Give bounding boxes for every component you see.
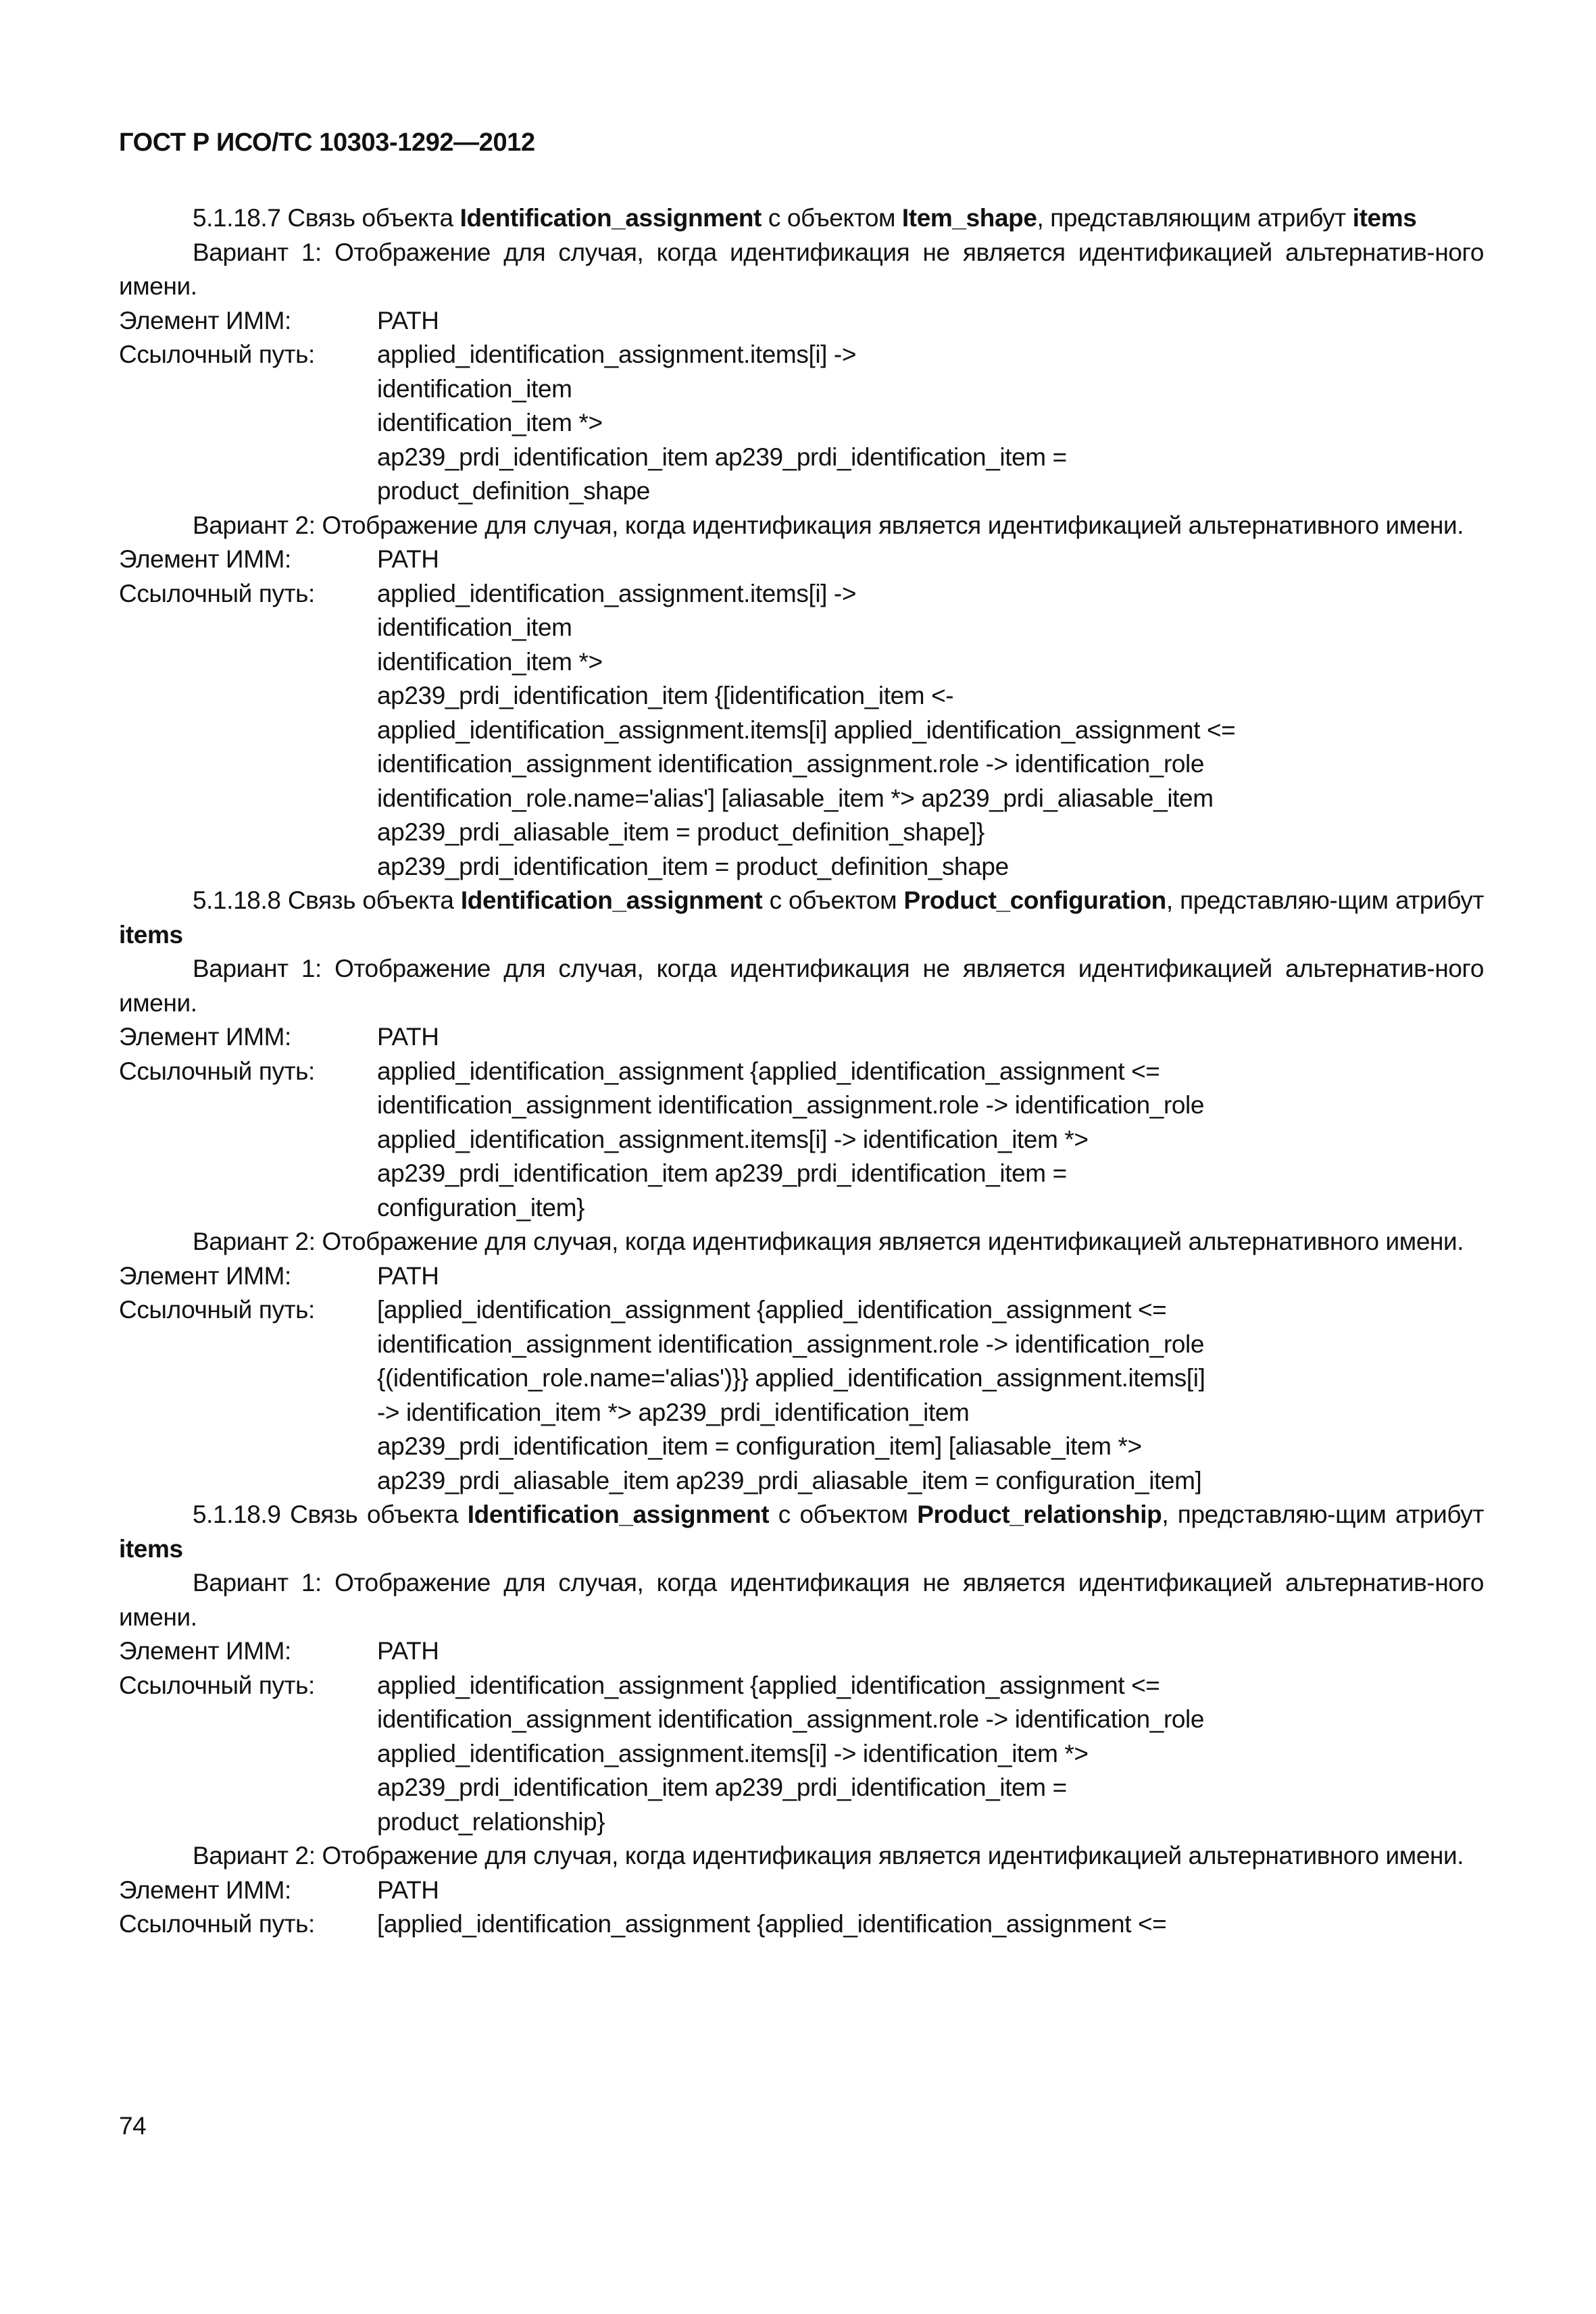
reference-path-line: product_definition_shape: [377, 477, 650, 505]
reference-path-value: [377, 1055, 1484, 1226]
attribute-name: items: [119, 1534, 183, 1563]
heading-text: , представляющим атрибут: [1037, 204, 1353, 232]
reference-path-value: [377, 1293, 1484, 1498]
reference-path-row: [119, 1907, 1484, 1942]
section-number: 5.1.18.7 Связь объекта: [193, 204, 460, 232]
reference-path-line: applied_identification_assignment {applied_identification_assignment <=: [377, 1671, 1160, 1699]
reference-path-line: ap239_prdi_aliasable_item = product_definition_shape]}: [377, 818, 984, 846]
entity-name: Identification_assignment: [467, 1501, 770, 1528]
reference-path-line: ap239_prdi_identification_item = product_definition_shape: [377, 852, 1009, 880]
element-row: [119, 304, 1484, 338]
reference-path-line: applied_identification_assignment.items[i] applied_identification_assignment <=: [377, 715, 1236, 744]
reference-path-label: Ссылочный путь:: [119, 1910, 315, 1938]
element-row: [119, 543, 1484, 577]
element-row: [119, 1634, 1484, 1669]
element-label: Элемент ИММ:: [119, 1023, 291, 1051]
reference-path-value: [377, 338, 1484, 509]
element-label: Элемент ИММ:: [119, 306, 291, 334]
variant-heading: Вариант 1: Отображение для случая, когда идентификация не является идентификацией альтернатив-ного имени.: [119, 955, 1484, 1017]
variant-heading: Вариант 1: Отображение для случая, когда идентификация не является идентификацией альтернатив-ного имени.: [119, 1569, 1484, 1631]
reference-path-line: -> identification_item *> ap239_prdi_identification_item: [377, 1398, 970, 1426]
entity-name: Identification_assignment: [460, 886, 763, 914]
element-value: PATH: [377, 545, 439, 573]
reference-path-value: [377, 1907, 1484, 1942]
reference-path-label: Ссылочный путь:: [119, 1296, 315, 1324]
element-value: PATH: [377, 1876, 439, 1904]
reference-path-line: applied_identification_assignment.items[i] ->: [377, 579, 857, 607]
element-value: PATH: [377, 1261, 439, 1290]
section-number: 5.1.18.9 Связь объекта: [193, 1501, 468, 1528]
section-number: 5.1.18.8 Связь объекта: [193, 886, 461, 914]
reference-path-line: identification_assignment identification_assignment.role -> identification_role: [377, 1091, 1205, 1119]
variant-heading: Вариант 2: Отображение для случая, когда идентификация является идентификацией альтернативного имени.: [193, 1228, 1464, 1255]
reference-path-row: [119, 338, 1484, 509]
heading-text: , представляю-щим атрибут: [1162, 1501, 1485, 1528]
reference-path-line: product_relationship}: [377, 1807, 605, 1836]
reference-path-value: [377, 577, 1484, 884]
element-value: PATH: [377, 306, 439, 334]
reference-path-line: identification_item *>: [377, 647, 603, 676]
section-heading: [119, 1498, 1484, 1566]
reference-path-row: [119, 1055, 1484, 1226]
reference-path-line: applied_identification_assignment.items[i] ->: [377, 341, 857, 368]
reference-path-line: applied_identification_assignment.items[i] -> identification_item *>: [377, 1125, 1089, 1153]
target-entity-name: Item_shape: [901, 204, 1037, 232]
element-row: [119, 1020, 1484, 1055]
page-number: 74: [119, 2112, 147, 2140]
target-entity-name: Product_configuration: [903, 886, 1166, 914]
heading-text: с объектом: [762, 886, 904, 914]
reference-path-label: Ссылочный путь:: [119, 341, 315, 368]
reference-path-line: identification_assignment identification_assignment.role -> identification_role: [377, 750, 1205, 778]
page-header: ГОСТ Р ИСО/ТС 10303-1292—2012: [119, 128, 535, 157]
reference-path-line: ap239_prdi_identification_item = configuration_item] [aliasable_item *>: [377, 1432, 1142, 1460]
attribute-name: items: [119, 920, 183, 949]
reference-path-label: Ссылочный путь:: [119, 1057, 315, 1085]
target-entity-name: Product_relationship: [917, 1501, 1162, 1528]
reference-path-line: ap239_prdi_identification_item {[identification_item <-: [377, 682, 954, 709]
heading-text: , представляю-щим атрибут: [1166, 886, 1484, 914]
element-row: [119, 1259, 1484, 1294]
reference-path-line: identification_item: [377, 374, 572, 403]
reference-path-row: [119, 1293, 1484, 1498]
section-heading: [119, 884, 1484, 952]
reference-path-line: identification_item *>: [377, 409, 603, 436]
entity-name: Identification_assignment: [459, 204, 762, 232]
reference-path-line: applied_identification_assignment {applied_identification_assignment <=: [377, 1057, 1160, 1085]
reference-path-value: [377, 1669, 1484, 1840]
reference-path-line: ap239_prdi_identification_item ap239_prdi_identification_item =: [377, 1159, 1067, 1187]
reference-path-line: applied_identification_assignment.items[i] -> identification_item *>: [377, 1739, 1089, 1767]
reference-path-row: [119, 577, 1484, 884]
section-heading: [119, 201, 1484, 236]
element-label: Элемент ИММ:: [119, 1637, 291, 1665]
attribute-name: items: [1352, 204, 1417, 232]
reference-path-line: [applied_identification_assignment {applied_identification_assignment <=: [377, 1296, 1167, 1324]
reference-path-line: configuration_item}: [377, 1193, 585, 1222]
heading-text: с объектом: [769, 1501, 918, 1528]
variant-heading: Вариант 2: Отображение для случая, когда идентификация является идентификацией альтернативного имени.: [193, 1842, 1464, 1869]
reference-path-row: [119, 1669, 1484, 1840]
element-label: Элемент ИММ:: [119, 1876, 291, 1904]
variant-heading: Вариант 2: Отображение для случая, когда идентификация является идентификацией альтернативного имени.: [193, 511, 1464, 539]
document-body: [119, 201, 1484, 1942]
reference-path-line: {(identification_role.name='alias')}} applied_identification_assignment.items[i]: [377, 1364, 1205, 1392]
element-label: Элемент ИММ:: [119, 1261, 291, 1290]
reference-path-line: [applied_identification_assignment {applied_identification_assignment <=: [377, 1910, 1167, 1938]
reference-path-label: Ссылочный путь:: [119, 579, 315, 607]
reference-path-line: identification_item: [377, 613, 572, 641]
heading-text: с объектом: [761, 204, 902, 232]
reference-path-line: identification_assignment identification_assignment.role -> identification_role: [377, 1705, 1205, 1733]
reference-path-line: ap239_prdi_identification_item ap239_prdi_identification_item =: [377, 1774, 1067, 1801]
reference-path-line: identification_assignment identification_assignment.role -> identification_role: [377, 1330, 1205, 1358]
reference-path-line: ap239_prdi_aliasable_item ap239_prdi_aliasable_item = configuration_item]: [377, 1466, 1202, 1494]
variant-heading: Вариант 1: Отображение для случая, когда идентификация не является идентификацией альтернатив-ного имени.: [119, 238, 1484, 300]
reference-path-line: ap239_prdi_identification_item ap239_prdi_identification_item =: [377, 443, 1067, 471]
element-value: PATH: [377, 1023, 439, 1051]
element-label: Элемент ИММ:: [119, 545, 291, 573]
reference-path-label: Ссылочный путь:: [119, 1671, 315, 1699]
element-row: [119, 1873, 1484, 1908]
element-value: PATH: [377, 1637, 439, 1665]
reference-path-line: identification_role.name='alias'] [aliasable_item *> ap239_prdi_aliasable_item: [377, 784, 1214, 812]
